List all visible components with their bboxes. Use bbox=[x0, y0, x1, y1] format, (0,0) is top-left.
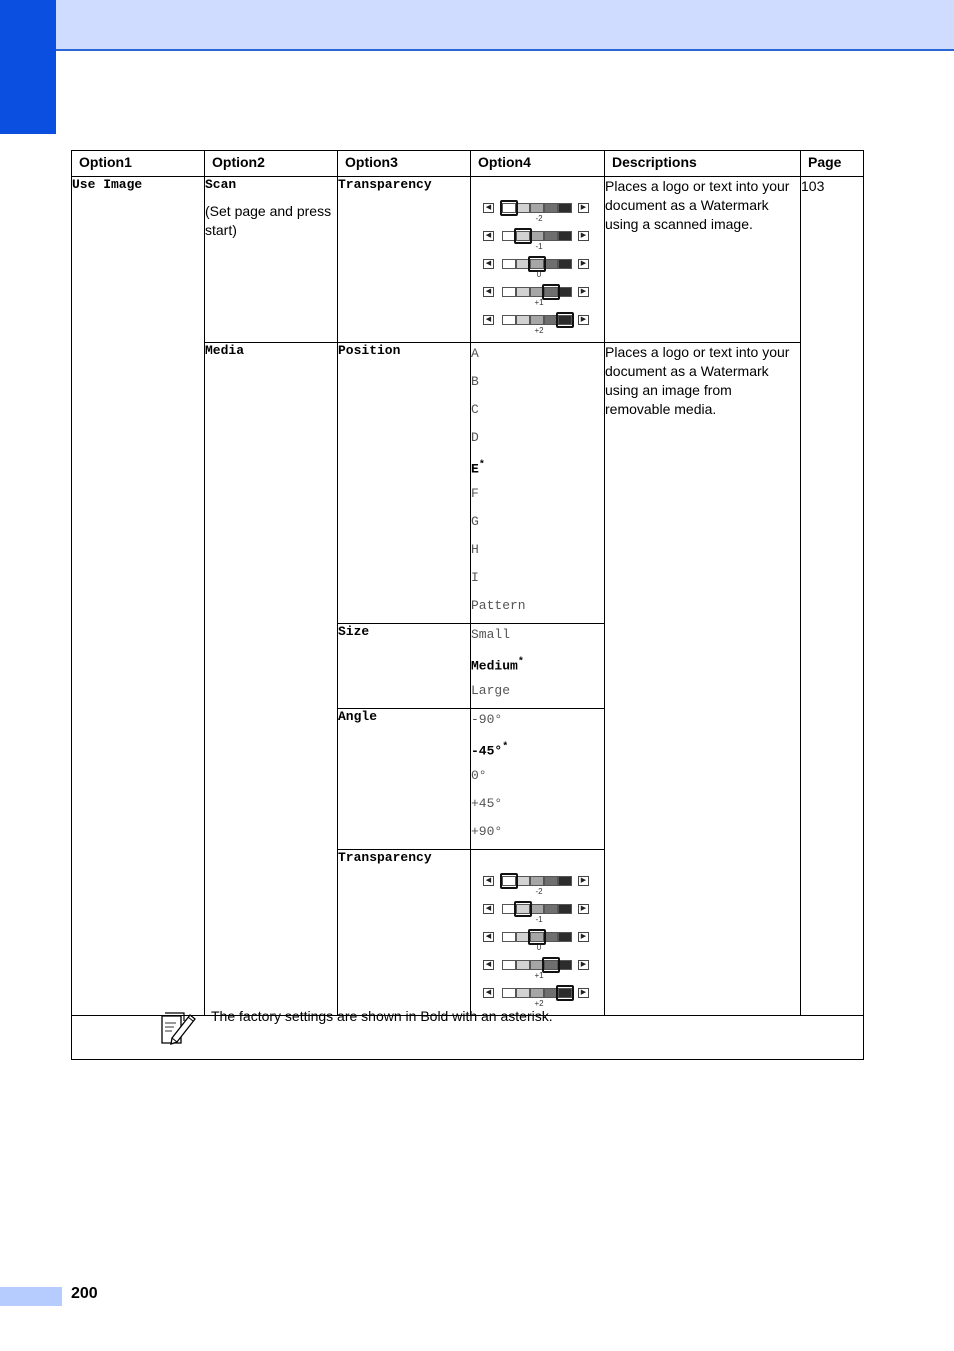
option3-transparency-media: Transparency bbox=[338, 850, 432, 865]
option3-position: Position bbox=[338, 343, 401, 358]
option3-angle: Angle bbox=[338, 709, 378, 724]
slider-bar bbox=[502, 259, 574, 269]
level-label: 0 bbox=[536, 270, 542, 279]
slider-bar bbox=[502, 988, 574, 998]
level-label: +2 bbox=[534, 999, 544, 1008]
angle-option: +45° bbox=[471, 796, 503, 811]
slider-segment bbox=[530, 231, 544, 241]
position-option: E* bbox=[471, 460, 485, 477]
position-option: G bbox=[471, 514, 479, 529]
slider-segment bbox=[516, 876, 530, 886]
transparency-slider bbox=[483, 928, 593, 956]
position-option: A bbox=[471, 346, 479, 361]
settings-table bbox=[71, 150, 864, 1060]
slider-segment bbox=[530, 988, 544, 998]
slider-selection bbox=[514, 901, 532, 917]
slider-bar bbox=[502, 904, 574, 914]
slider-segment bbox=[544, 259, 558, 269]
table-row-scan bbox=[72, 177, 864, 343]
right-arrow-icon: ▶ bbox=[578, 932, 589, 942]
transparency-slider bbox=[483, 227, 593, 255]
slider-segment bbox=[544, 231, 558, 241]
left-arrow-icon: ◀ bbox=[483, 315, 494, 325]
right-arrow-icon: ▶ bbox=[578, 259, 589, 269]
option1-use-image: Use Image bbox=[72, 177, 143, 192]
right-arrow-icon: ▶ bbox=[578, 203, 589, 213]
angle-option: -45°* bbox=[471, 742, 509, 759]
col-option3: Option3 bbox=[338, 151, 471, 177]
level-label: -2 bbox=[535, 214, 543, 223]
level-label: -1 bbox=[535, 242, 543, 251]
slider-segment bbox=[530, 904, 544, 914]
transparency-slider bbox=[483, 199, 593, 227]
transparency-slider bbox=[483, 311, 593, 339]
position-option: F bbox=[471, 486, 479, 501]
slider-bar bbox=[502, 876, 574, 886]
slider-segment bbox=[544, 932, 558, 942]
slider-segment bbox=[530, 876, 544, 886]
size-options bbox=[471, 624, 605, 709]
option2-media: Media bbox=[205, 343, 245, 358]
right-arrow-icon: ▶ bbox=[578, 876, 589, 886]
level-label: +1 bbox=[534, 298, 544, 307]
slider-segment bbox=[558, 259, 572, 269]
slider-segment bbox=[558, 932, 572, 942]
slider-segment bbox=[530, 315, 544, 325]
slider-segment bbox=[502, 988, 516, 998]
page-number: 200 bbox=[71, 1285, 98, 1302]
slider-segment bbox=[558, 203, 572, 213]
col-descriptions: Descriptions bbox=[605, 151, 801, 177]
angle-option: -90° bbox=[471, 712, 503, 727]
slider-segment bbox=[558, 287, 572, 297]
level-label: +2 bbox=[534, 326, 544, 335]
slider-selection bbox=[500, 200, 518, 216]
note-text: The factory settings are shown in Bold with an asterisk. bbox=[211, 1008, 553, 1024]
left-arrow-icon: ◀ bbox=[483, 259, 494, 269]
slider-selection bbox=[556, 312, 574, 328]
angle-options bbox=[471, 709, 605, 850]
slider-segment bbox=[558, 231, 572, 241]
slider-segment bbox=[502, 287, 516, 297]
slider-segment bbox=[516, 960, 530, 970]
description-media: Places a logo or text into your document as a Watermark using an image from removable media. bbox=[605, 343, 801, 1016]
transparency-slider bbox=[483, 255, 593, 283]
chapter-tab bbox=[0, 0, 56, 134]
level-label: -1 bbox=[535, 915, 543, 924]
position-option: C bbox=[471, 402, 479, 417]
position-option: I bbox=[471, 570, 479, 585]
left-arrow-icon: ◀ bbox=[483, 231, 494, 241]
slider-segment bbox=[502, 259, 516, 269]
slider-segment bbox=[502, 932, 516, 942]
slider-bar bbox=[502, 287, 574, 297]
position-option: D bbox=[471, 430, 479, 445]
option3-size: Size bbox=[338, 624, 370, 639]
size-option: Large bbox=[471, 683, 511, 698]
size-option: Medium* bbox=[471, 657, 524, 674]
slider-segment bbox=[558, 876, 572, 886]
col-option2: Option2 bbox=[205, 151, 338, 177]
right-arrow-icon: ▶ bbox=[578, 988, 589, 998]
left-arrow-icon: ◀ bbox=[483, 904, 494, 914]
position-options bbox=[471, 343, 605, 624]
left-arrow-icon: ◀ bbox=[483, 203, 494, 213]
description-scan: Places a logo or text into your document as a Watermark using a scanned image. bbox=[605, 177, 801, 343]
slider-bar bbox=[502, 315, 574, 325]
slider-bar bbox=[502, 960, 574, 970]
slider-segment bbox=[530, 203, 544, 213]
scan-note: (Set page and press start) bbox=[205, 203, 332, 238]
slider-segment bbox=[544, 876, 558, 886]
slider-segment bbox=[502, 315, 516, 325]
table-header-row bbox=[72, 151, 864, 177]
angle-option: 0° bbox=[471, 768, 487, 783]
transparency-slider bbox=[483, 872, 593, 900]
angle-option: +90° bbox=[471, 824, 503, 839]
slider-segment bbox=[544, 904, 558, 914]
option3-transparency: Transparency bbox=[338, 177, 432, 192]
slider-segment bbox=[516, 988, 530, 998]
option2-scan: Scan bbox=[205, 177, 237, 192]
level-label: 0 bbox=[536, 943, 542, 952]
right-arrow-icon: ▶ bbox=[578, 315, 589, 325]
left-arrow-icon: ◀ bbox=[483, 876, 494, 886]
pencil-note-icon bbox=[159, 1009, 197, 1045]
transparency-slider bbox=[483, 956, 593, 984]
col-option4: Option4 bbox=[471, 151, 605, 177]
size-option: Small bbox=[471, 627, 511, 642]
slider-segment bbox=[544, 203, 558, 213]
page-ref: 103 bbox=[801, 177, 864, 1016]
slider-bar bbox=[502, 203, 574, 213]
default-asterisk: * bbox=[502, 742, 509, 753]
position-option: H bbox=[471, 542, 479, 557]
slider-segment bbox=[516, 315, 530, 325]
slider-segment bbox=[516, 287, 530, 297]
header-band bbox=[0, 0, 954, 51]
slider-segment bbox=[558, 904, 572, 914]
slider-bar bbox=[502, 932, 574, 942]
slider-selection bbox=[556, 985, 574, 1001]
slider-selection bbox=[514, 228, 532, 244]
slider-bar bbox=[502, 231, 574, 241]
col-page: Page bbox=[801, 151, 864, 177]
left-arrow-icon: ◀ bbox=[483, 287, 494, 297]
col-option1: Option1 bbox=[72, 151, 205, 177]
level-label: -2 bbox=[535, 887, 543, 896]
default-asterisk: * bbox=[478, 460, 485, 471]
page-tab bbox=[0, 1287, 62, 1306]
slider-selection bbox=[500, 873, 518, 889]
default-asterisk: * bbox=[517, 657, 524, 668]
right-arrow-icon: ▶ bbox=[578, 287, 589, 297]
right-arrow-icon: ▶ bbox=[578, 231, 589, 241]
position-option: B bbox=[471, 374, 479, 389]
right-arrow-icon: ▶ bbox=[578, 904, 589, 914]
left-arrow-icon: ◀ bbox=[483, 932, 494, 942]
left-arrow-icon: ◀ bbox=[483, 988, 494, 998]
transparency-slider-group bbox=[471, 850, 604, 1012]
position-option: Pattern bbox=[471, 598, 526, 613]
transparency-slider-group bbox=[471, 177, 604, 339]
transparency-slider bbox=[483, 900, 593, 928]
slider-segment bbox=[516, 203, 530, 213]
transparency-slider bbox=[483, 283, 593, 311]
right-arrow-icon: ▶ bbox=[578, 960, 589, 970]
slider-segment bbox=[502, 960, 516, 970]
left-arrow-icon: ◀ bbox=[483, 960, 494, 970]
level-label: +1 bbox=[534, 971, 544, 980]
slider-segment bbox=[558, 960, 572, 970]
